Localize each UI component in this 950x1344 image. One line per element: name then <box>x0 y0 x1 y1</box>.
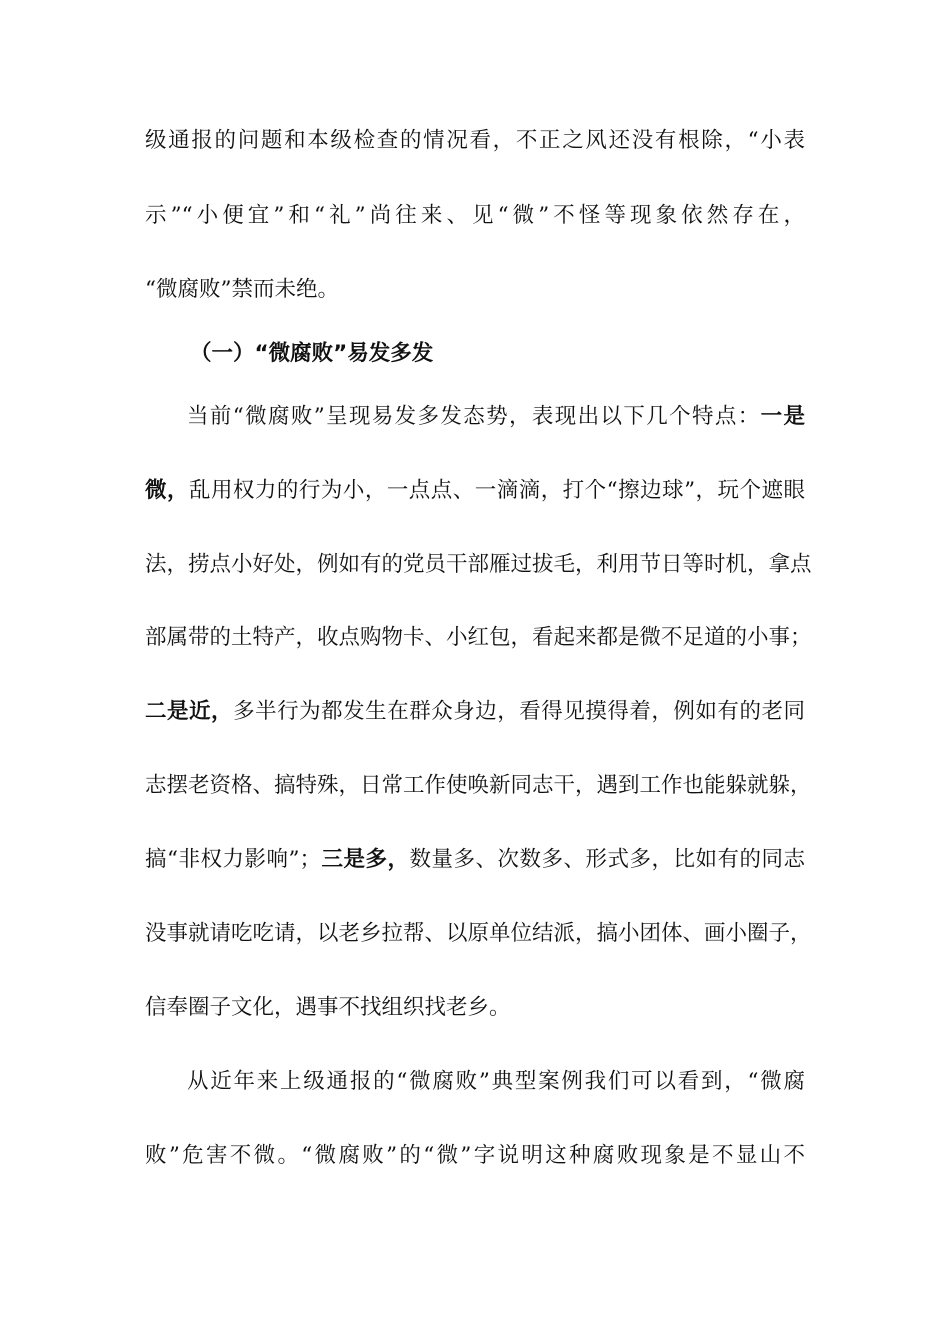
text-run: 搞“非权力影响”； <box>145 847 321 872</box>
text-line: 示”“小便宜”和“礼”尚往来、见“微”不怪等现象依然存在， <box>145 203 805 228</box>
text-run: 数量多、次数多、形式多，比如有的同志 <box>409 847 805 872</box>
text-run: 当前“微腐败”呈现易发多发态势，表现出以下几个特点： <box>187 404 761 429</box>
text-line: 从近年来上级通报的“微腐败”典型案例我们可以看到，“微腐 <box>187 1069 805 1094</box>
text-line <box>145 478 805 504</box>
text-run: 乱用权力的行为小，一点点、一滴滴，打个“擦边球”，玩个遮眼 <box>188 478 805 503</box>
text-line: “微腐败”禁而未绝。 <box>145 277 339 302</box>
bold-run: 一是 <box>760 404 805 429</box>
text-line: 志摆老资格、搞特殊，日常工作使唤新同志干，遇到工作也能躲就躲， <box>145 773 812 798</box>
text-line: 级通报的问题和本级检查的情况看，不正之风还没有根除，“小表 <box>145 128 805 153</box>
text-line: 部属带的土特产，收点购物卡、小红包，看起来都是微不足道的小事； <box>145 625 812 650</box>
text-line: 败”危害不微。“微腐败”的“微”字说明这种腐败现象是不显山不 <box>145 1143 805 1168</box>
bold-run: 二是近， <box>145 699 234 724</box>
text-line: 法，捞点小好处，例如有的党员干部雁过拔毛，利用节日等时机，拿点 <box>145 552 812 577</box>
bold-run: 微， <box>145 478 189 503</box>
text-line <box>187 404 805 430</box>
text-line <box>145 847 805 873</box>
text-line: 信奉圈子文化，遇事不找组织找老乡。 <box>145 995 511 1020</box>
text-line <box>145 699 805 725</box>
bold-run: 三是多， <box>320 847 410 872</box>
text-line: 没事就请吃吃请，以老乡拉帮、以原单位结派，搞小团体、画小圈子， <box>145 921 812 946</box>
section-heading: （一）“微腐败”易发多发 <box>190 341 434 366</box>
text-run: 多半行为都发生在群众身边，看得见摸得着，例如有的老同 <box>233 699 805 724</box>
